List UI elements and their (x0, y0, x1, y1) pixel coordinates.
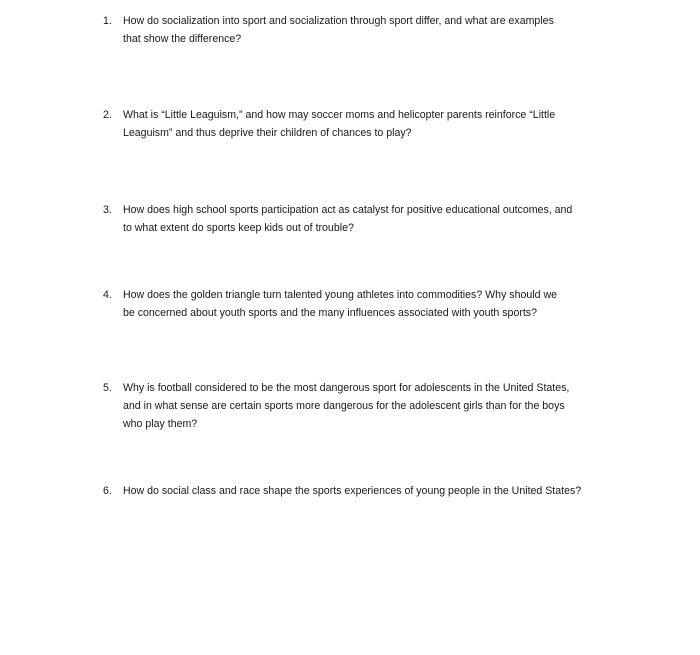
question-number: 5. (103, 382, 112, 394)
question-number: 1. (103, 15, 112, 27)
question-text (123, 379, 623, 433)
question-line: How does high school sports participation act as catalyst for positive educational outcomes, and (123, 204, 573, 216)
question-6 (103, 482, 623, 500)
question-text (123, 286, 623, 322)
question-line: Leaguism” and thus deprive their children of chances to play? (123, 127, 412, 139)
question-1 (103, 12, 623, 48)
question-2 (103, 106, 623, 142)
question-line: How do social class and race shape the sports experiences of young people in the United States? (123, 485, 582, 497)
question-line: and in what sense are certain sports more dangerous for the adolescent girls than for the boys (123, 400, 565, 412)
question-number: 4. (103, 289, 112, 301)
question-text (123, 12, 623, 48)
question-number: 3. (103, 204, 112, 216)
question-line: who play them? (123, 418, 198, 430)
question-text (123, 201, 623, 237)
question-5 (103, 379, 623, 433)
question-line: How does the golden triangle turn talented young athletes into commodities? Why should we (123, 289, 558, 301)
question-line: that show the difference? (123, 33, 242, 45)
question-line: Why is football considered to be the most dangerous sport for adolescents in the United States, (123, 382, 570, 394)
question-line: How do socialization into sport and socialization through sport differ, and what are examples (123, 15, 554, 27)
question-number: 2. (103, 109, 112, 121)
question-text (123, 106, 623, 142)
question-line: to what extent do sports keep kids out of trouble? (123, 222, 354, 234)
question-4 (103, 286, 623, 322)
question-number: 6. (103, 485, 112, 497)
question-text (123, 482, 623, 500)
question-3 (103, 201, 623, 237)
question-line: be concerned about youth sports and the many influences associated with youth sports? (123, 307, 537, 319)
question-line: What is “Little Leaguism,” and how may soccer moms and helicopter parents reinforce “Little (123, 109, 556, 121)
